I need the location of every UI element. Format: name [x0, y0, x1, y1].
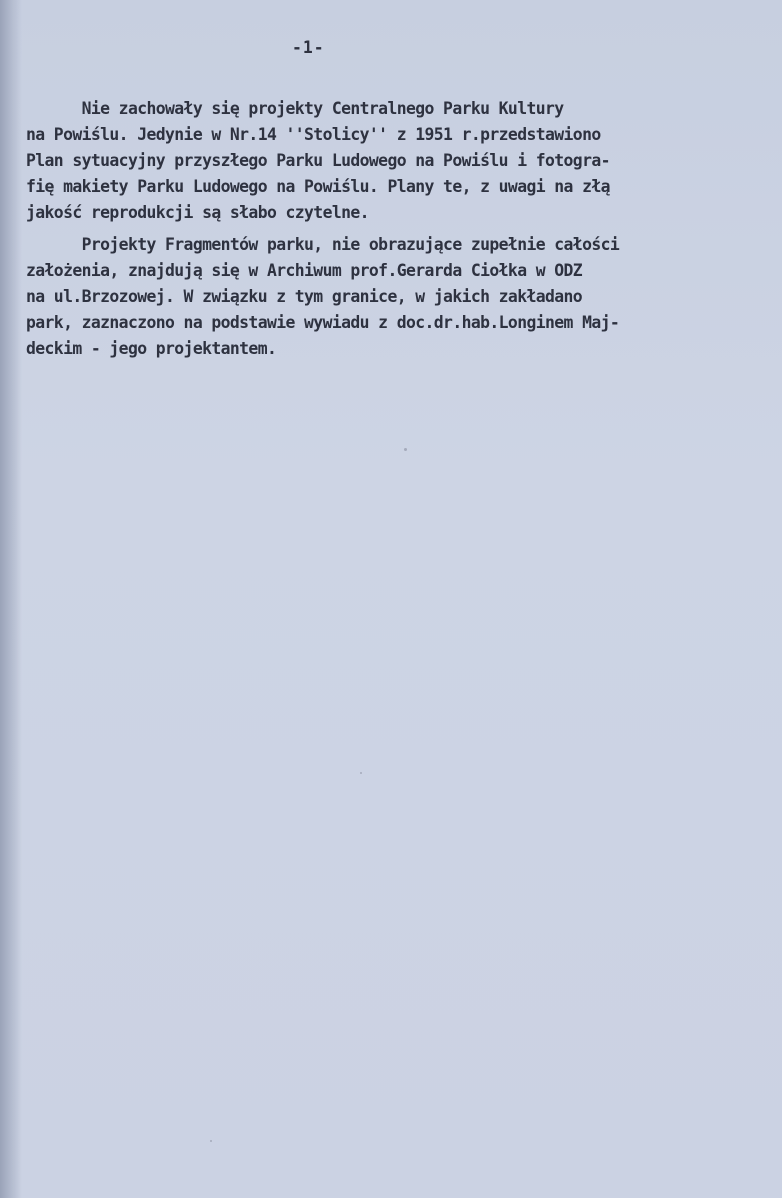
text-line-5: jakość reprodukcji są słabo czytelne.: [26, 203, 369, 222]
text-line-7: założenia, znajdują się w Archiwum prof.Gerarda Ciołka w ODZ: [26, 261, 583, 280]
paper-speck: [360, 772, 362, 774]
paper-speck: [404, 448, 407, 451]
text-line-4: fię makiety Parku Ludowego na Powiślu. Plany te, z uwagi na złą: [26, 177, 610, 196]
page-number: -1-: [292, 38, 325, 57]
text-line-10: deckim - jego projektantem.: [26, 339, 277, 358]
paper-speck: [210, 1140, 212, 1142]
text-line-1: Nie zachowały się projekty Centralnego Parku Kultury: [26, 99, 564, 118]
text-line-8: na ul.Brzozowej. W związku z tym granice, w jakich zakładano: [26, 287, 583, 306]
page-edge-shadow: [0, 0, 22, 1198]
text-line-2: na Powiślu. Jedynie w Nr.14 ''Stolicy'' z 1951 r.przedstawiono: [26, 125, 601, 144]
text-line-3: Plan sytuacyjny przyszłego Parku Ludowego na Powiślu i fotogra-: [26, 151, 610, 170]
text-line-6: Projekty Fragmentów parku, nie obrazujące zupełnie całości: [26, 235, 620, 254]
text-line-9: park, zaznaczono na podstawie wywiadu z doc.dr.hab.Longinem Maj-: [26, 313, 620, 332]
